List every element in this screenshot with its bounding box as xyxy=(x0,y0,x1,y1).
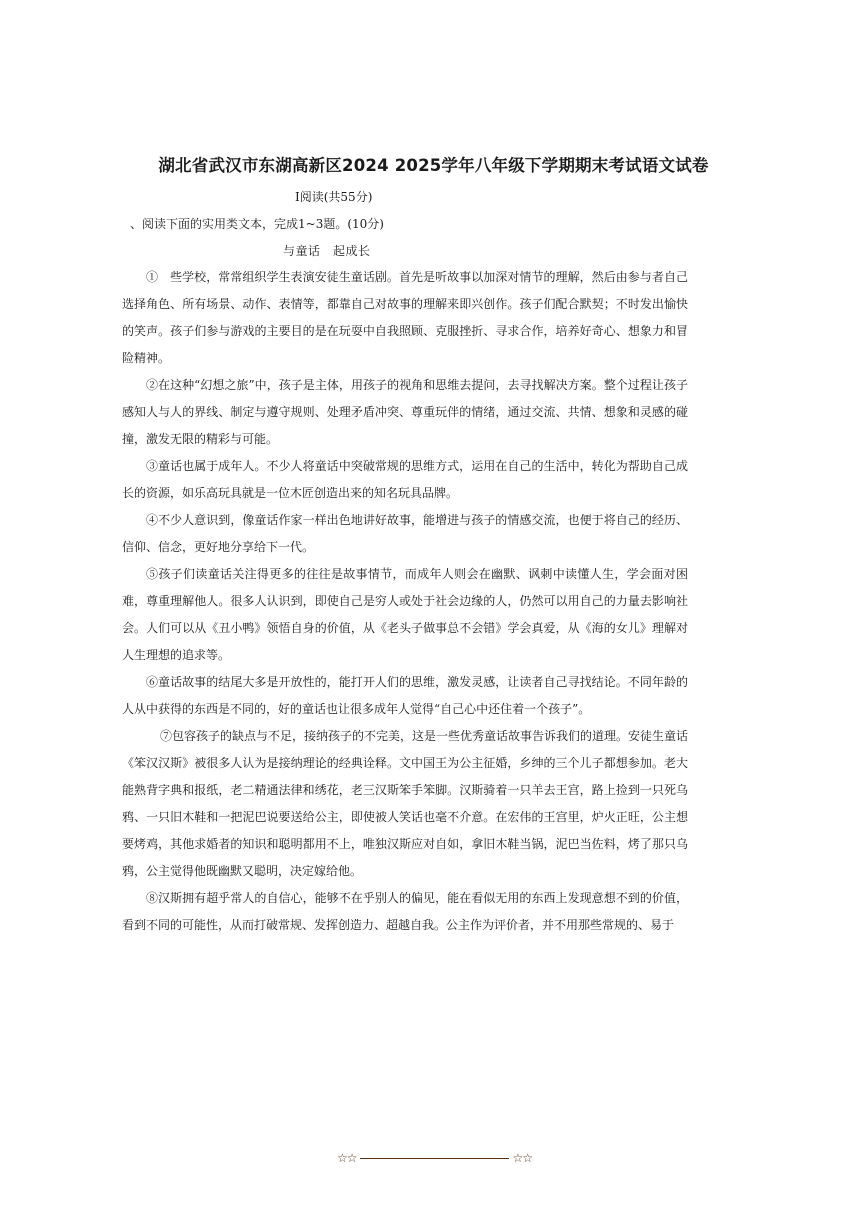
article-body xyxy=(122,264,688,939)
paragraph-8: ⑧汉斯拥有超乎常人的自信心，能够不在乎别人的偏见，能在看似无用的东西上发现意想不到的价值，看到不同的可能性，从而打破常规、发挥创造力、超越自我。公主作为评价者，并不用那些常规的、易于 xyxy=(122,891,688,932)
paragraph-5: ⑤孩子们读童话关注得更多的往往是故事情节，而成年人则会在幽默、讽刺中读懂人生，学会面对困难，尊重理解他人。很多人认识到，即使自己是穷人或处于社会边缘的人，仍然可以用自己的力量去影响社会。人们可以从《丑小鸭》领悟自身的价值，从《老头子做事总不会错》学会真爱，从《海的女儿》理解对人生理想的追求等。 xyxy=(122,567,688,662)
footer-ornament xyxy=(337,1150,532,1166)
article-title: 与童话 起成长 xyxy=(283,244,371,258)
footer-divider xyxy=(360,1158,510,1159)
star-icon-right: ☆☆ xyxy=(512,1151,532,1165)
paragraph-2: ②在这种“幻想之旅”中，孩子是主体，用孩子的视角和思维去提问，去寻找解决方案。整个过程让孩子感知人与人的界线、制定与遵守规则、处理矛盾冲突、尊重玩伴的情绪，通过交流、共情、想象和灵感的碰撞，激发无限的精彩与可能。 xyxy=(122,378,688,446)
star-icon-left: ☆☆ xyxy=(337,1151,357,1165)
section-heading: I阅读(共55分) xyxy=(295,190,373,204)
page-title: 湖北省武汉市东湖高新区2024 2025学年八年级下学期期末考试语文试卷 xyxy=(158,156,709,175)
paragraph-4: ④不少人意识到，像童话作家一样出色地讲好故事，能增进与孩子的情感交流，也便于将自己的经历、信仰、信念，更好地分享给下一代。 xyxy=(122,513,688,554)
paragraph-1: ① 些学校，常常组织学生表演安徒生童话剧。首先是听故事以加深对情节的理解，然后由参与者自己选择角色、所有场景、动作、表情等，都靠自己对故事的理解来即兴创作。孩子们配合默契；不时发出愉快的笑声。孩子们参与游戏的主要目的是在玩耍中自我照顾、克服挫折、寻求合作，培养好奇心、想象力和冒险精神。 xyxy=(122,270,688,365)
paragraph-6: ⑥童话故事的结尾大多是开放性的，能打开人们的思维，激发灵感，让读者自己寻找结论。不同年龄的人从中获得的东西是不同的，好的童话也让很多成年人觉得“自己心中还住着一个孩子”。 xyxy=(122,675,688,716)
paragraph-7: ⑦包容孩子的缺点与不足，接纳孩子的不完美，这是一些优秀童话故事告诉我们的道理。安徒生童话《笨汉汉斯》被很多人认为是接纳理论的经典诠释。文中国王为公主征婚，乡绅的三个儿子都想参加。老大能熟背字典和报纸，老二精通法律和绣花，老三汉斯笨手笨脚。汉斯骑着一只羊去王宫，路上捡到一只死乌鸦、一只旧木鞋和一把泥巴说要送给公主，即使被人笑话也毫不介意。在宏伟的王宫里，炉火正旺，公主想要烤鸡，其他求婚者的知识和聪明都用不上，唯独汉斯应对自如，拿旧木鞋当锅，泥巴当佐料，烤了那只乌鸦，公主觉得他既幽默又聪明，决定嫁给他。 xyxy=(122,729,689,878)
paragraph-3: ③童话也属于成年人。不少人将童话中突破常规的思维方式，运用在自己的生活中，转化为帮助自己成长的资源，如乐高玩具就是一位木匠创造出来的知名玩具品牌。 xyxy=(122,459,688,500)
question-intro: 、阅读下面的实用类文本，完成1~3题。(10分) xyxy=(130,217,384,231)
